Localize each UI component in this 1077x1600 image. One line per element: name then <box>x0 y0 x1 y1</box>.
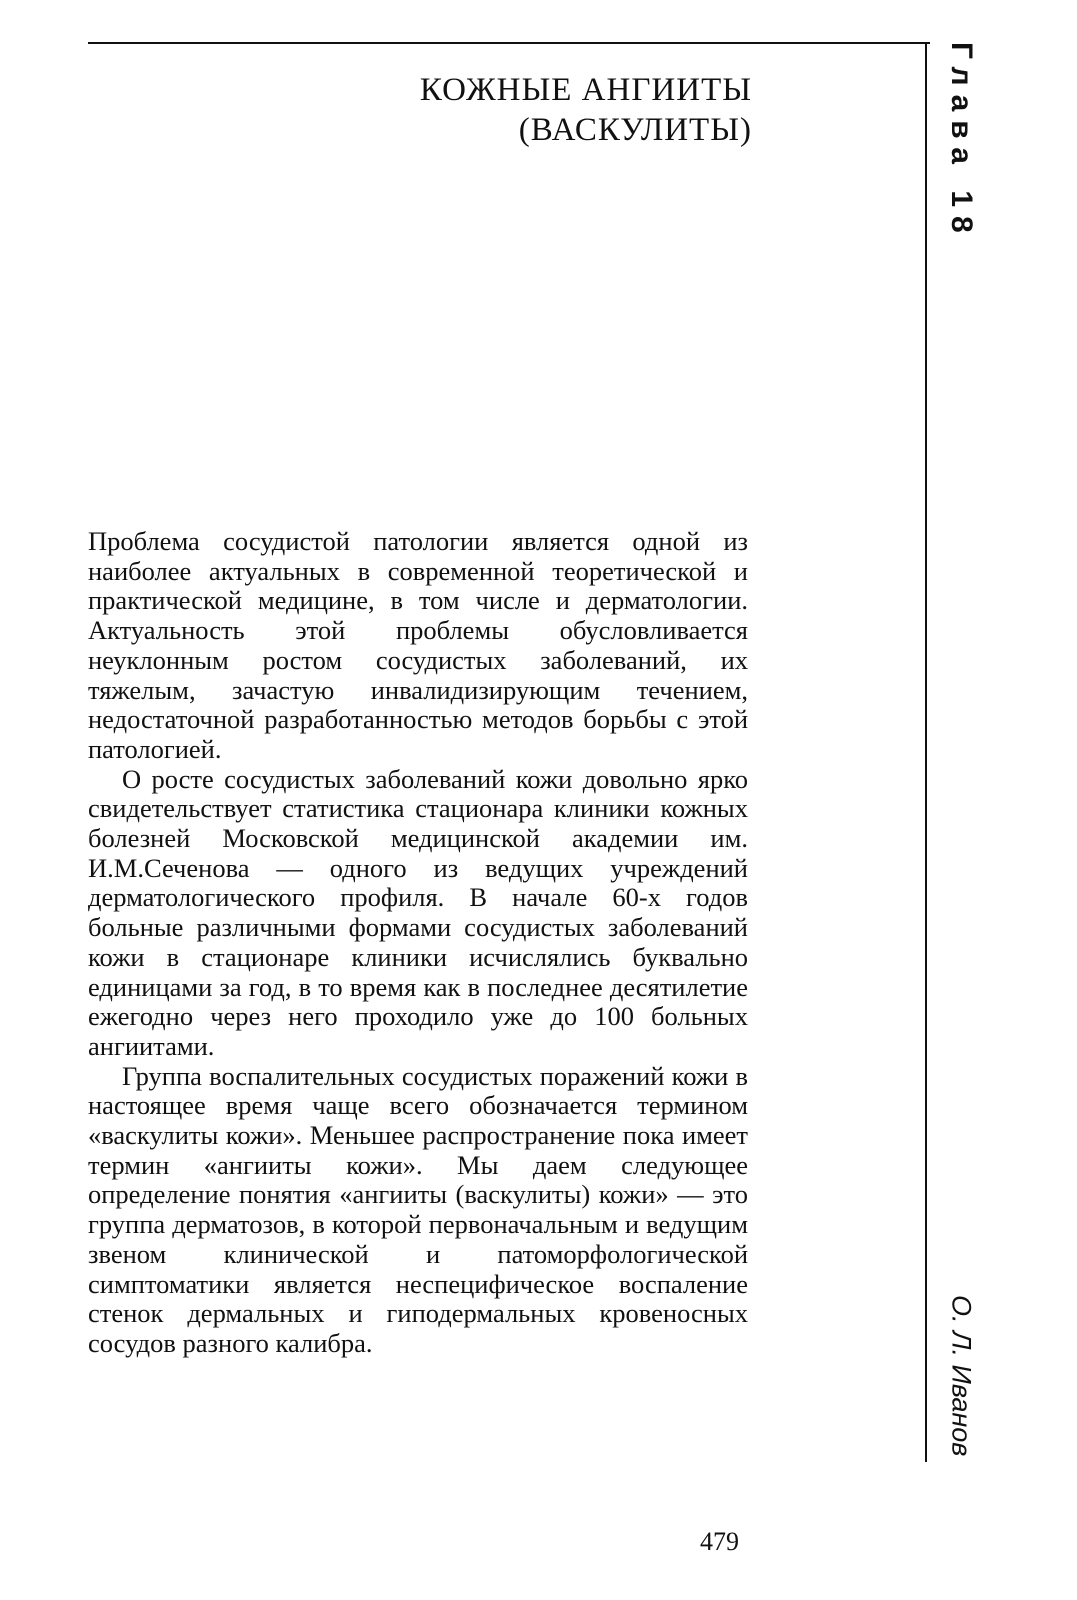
running-head-chapter <box>937 42 985 272</box>
chapter-label: Глава 18 <box>945 42 978 242</box>
author-name: О. Л. Иванов <box>946 1295 977 1457</box>
paragraph-3: Группа воспалительных сосудистых поражений кожи в настоящее время чаще всего обозначается термином «васкулиты кожи». Меньшее распространение пока имеет термин «ангииты кожи». Мы даем следующее определение понятия «ангииты (васкулиты) кожи» — это группа дерматозов, в которой первоначальным и ведущим звеном клинической и патоморфологической симптоматики является неспецифическое воспаление стенок дермальных и гиподермальных кровеносных сосудов разного калибра. <box>88 1060 748 1358</box>
chapter-title-line-1: КОЖНЫЕ АНГИИТЫ <box>419 72 752 108</box>
body-text <box>88 527 748 1359</box>
chapter-title <box>420 70 752 151</box>
header-rule <box>88 42 930 44</box>
paragraph-2: О росте сосудистых заболеваний кожи довольно ярко свидетельствует статистика стационара клиники кожных болезней Московской медицинской академии им. И.М.Сеченова — одного из ведущих учреждений дерматологического профиля. В начале 60-х годов больные различными формами сосудистых заболеваний кожи в стационаре клиники исчислялись буквально единицами за год, в то время как в последнее десятилетие ежегодно через него проходило уже до 100 больных ангиитами. <box>88 763 748 1061</box>
margin-rule <box>925 42 927 1462</box>
paragraph-1: Проблема сосудистой патологии является одной из наиболее актуальных в современной теоретической и практической медицине, в том числе и дерматологии. Актуальность этой проблемы обусловливается неуклонным ростом сосудистых заболеваний, их тяжелым, зачастую инвалидизирующим течением, недостаточной разработанностью методов борьбы с этой патологией. <box>88 526 748 764</box>
chapter-title-line-2: (ВАСКУЛИТЫ) <box>518 112 752 149</box>
running-head-author <box>937 1295 985 1475</box>
page-number: 479 <box>700 1527 739 1556</box>
